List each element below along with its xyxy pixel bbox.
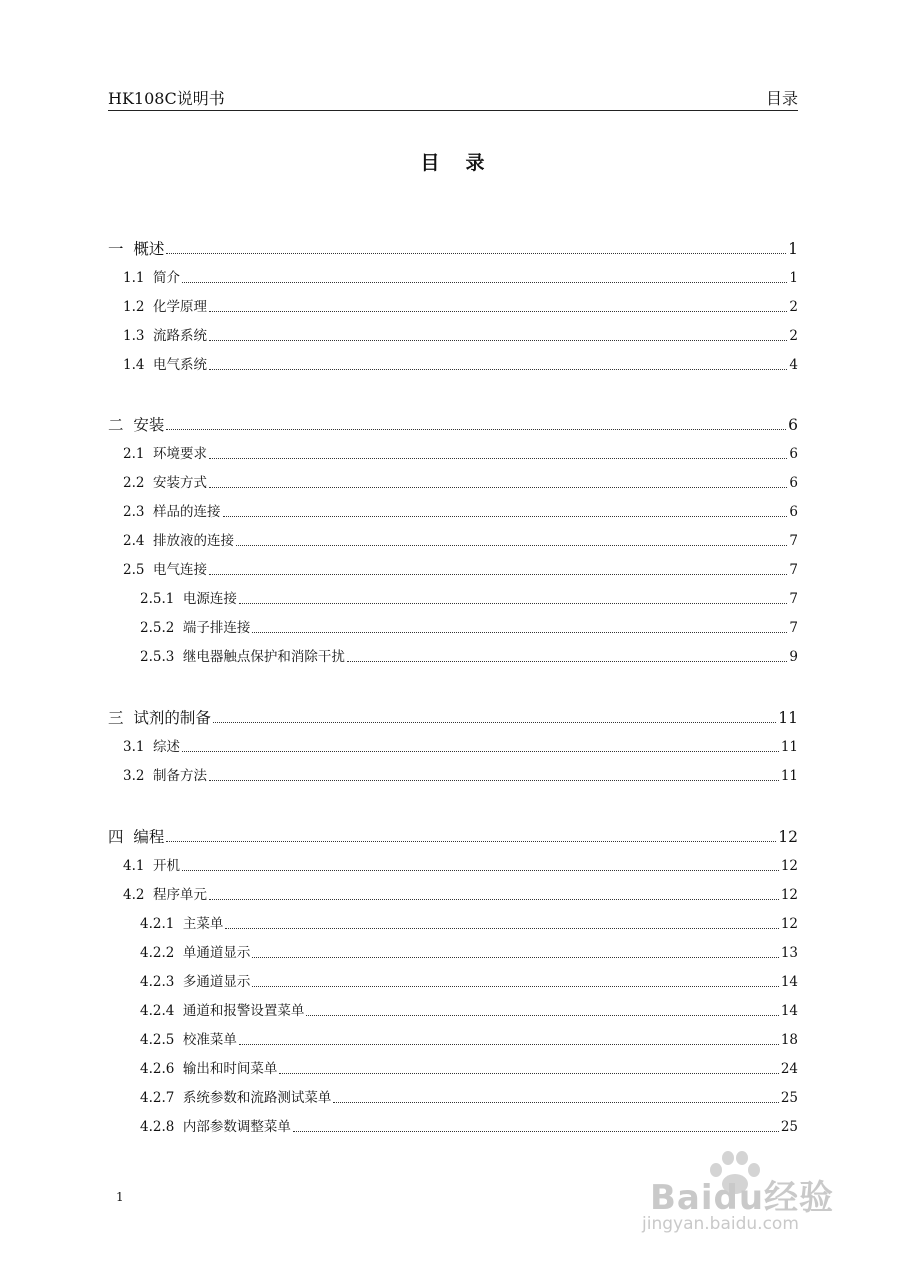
toc-page: 1 xyxy=(789,270,798,286)
toc-leader xyxy=(209,574,787,575)
toc-label: 4.2.7 系统参数和流路测试菜单 xyxy=(140,1090,332,1106)
toc-leader xyxy=(209,311,787,312)
toc-label: 2.2 安装方式 xyxy=(123,475,208,491)
toc-label: 4.2.6 输出和时间菜单 xyxy=(140,1061,278,1077)
toc-leader xyxy=(252,632,787,633)
toc-section[interactable] xyxy=(108,528,798,550)
toc-leader xyxy=(306,1015,778,1016)
toc-label: 4.2.8 内部参数调整菜单 xyxy=(140,1119,291,1135)
toc-label: 4.2.1 主菜单 xyxy=(140,916,224,932)
toc-page: 13 xyxy=(780,945,798,961)
toc-label: 4.2.2 单通道显示 xyxy=(140,945,251,961)
toc-page: 7 xyxy=(789,620,798,636)
baidu-watermark xyxy=(642,1148,862,1248)
toc-leader xyxy=(209,487,787,488)
toc-subsection[interactable] xyxy=(108,1027,798,1049)
toc-leader xyxy=(166,253,786,254)
toc-label: 4.2.5 校准菜单 xyxy=(140,1032,237,1048)
toc-leader xyxy=(182,870,779,871)
toc-page: 7 xyxy=(789,591,798,607)
toc-label: 3.2 制备方法 xyxy=(123,768,208,784)
toc-subsection[interactable] xyxy=(108,998,798,1020)
toc-page: 6 xyxy=(788,416,798,434)
toc-leader xyxy=(209,340,787,341)
toc-label: 2.5 电气连接 xyxy=(123,562,208,578)
toc-chapter[interactable] xyxy=(108,236,798,258)
toc-page: 2 xyxy=(789,299,798,315)
toc-section[interactable] xyxy=(108,853,798,875)
toc-subsection[interactable] xyxy=(108,644,798,666)
toc-subsection[interactable] xyxy=(108,1085,798,1107)
toc-leader xyxy=(209,899,779,900)
toc-label: 1.2 化学原理 xyxy=(123,299,208,315)
toc-chapter[interactable] xyxy=(108,412,798,434)
toc-page: 12 xyxy=(780,887,798,903)
toc-label: 1.4 电气系统 xyxy=(123,357,208,373)
toc-subsection[interactable] xyxy=(108,586,798,608)
toc-section[interactable] xyxy=(108,441,798,463)
toc-label: 四 编程 xyxy=(108,828,165,846)
toc-page: 11 xyxy=(780,768,798,784)
toc-label: 2.5.1 电源连接 xyxy=(140,591,237,607)
toc-label: 二 安装 xyxy=(108,416,165,434)
watermark-logo-text: Baidu经验 xyxy=(650,1178,835,1218)
toc-subsection[interactable] xyxy=(108,1056,798,1078)
toc-page: 2 xyxy=(789,328,798,344)
toc-page: 12 xyxy=(780,858,798,874)
toc-page: 6 xyxy=(789,504,798,520)
toc-subsection[interactable] xyxy=(108,1114,798,1136)
toc-label: 一 概述 xyxy=(108,240,165,258)
page-title: 目录 xyxy=(420,152,511,174)
toc-label: 3.1 综述 xyxy=(123,739,181,755)
toc-page: 12 xyxy=(778,828,798,846)
toc-leader xyxy=(182,282,787,283)
toc-label: 4.2 程序单元 xyxy=(123,887,208,903)
toc-section[interactable] xyxy=(108,352,798,374)
toc-leader xyxy=(347,661,787,662)
toc-label: 4.2.3 多通道显示 xyxy=(140,974,251,990)
toc-label: 2.3 样品的连接 xyxy=(123,504,221,520)
toc-section[interactable] xyxy=(108,882,798,904)
toc-leader xyxy=(239,1044,779,1045)
toc-leader xyxy=(236,545,787,546)
toc-chapter[interactable] xyxy=(108,705,798,727)
toc-label: 4.2.4 通道和报警设置菜单 xyxy=(140,1003,305,1019)
toc-section[interactable] xyxy=(108,323,798,345)
toc-leader xyxy=(209,780,779,781)
toc-label: 2.5.3 继电器触点保护和消除干扰 xyxy=(140,649,345,665)
toc-page: 6 xyxy=(789,475,798,491)
watermark-url: jingyan.baidu.com xyxy=(642,1214,799,1234)
toc-page: 7 xyxy=(789,562,798,578)
toc-section[interactable] xyxy=(108,763,798,785)
toc-section[interactable] xyxy=(108,265,798,287)
toc-subsection[interactable] xyxy=(108,969,798,991)
toc-leader xyxy=(209,458,787,459)
toc-page: 14 xyxy=(780,1003,798,1019)
toc-page: 6 xyxy=(789,446,798,462)
toc-section[interactable] xyxy=(108,557,798,579)
toc-page: 1 xyxy=(788,240,798,258)
toc-label: 2.4 排放液的连接 xyxy=(123,533,235,549)
header-doc-title: HK108C说明书 xyxy=(108,89,225,108)
toc-label: 1.1 简介 xyxy=(123,270,181,286)
toc-leader xyxy=(239,603,787,604)
toc-page: 25 xyxy=(780,1119,798,1135)
toc-label: 2.1 环境要求 xyxy=(123,446,208,462)
toc-page: 25 xyxy=(780,1090,798,1106)
toc-leader xyxy=(252,957,778,958)
toc-leader xyxy=(209,369,787,370)
toc-leader xyxy=(182,751,779,752)
toc-leader xyxy=(223,516,788,517)
toc-page: 24 xyxy=(780,1061,798,1077)
toc-leader xyxy=(166,429,786,430)
toc-leader xyxy=(293,1131,779,1132)
toc-page: 4 xyxy=(789,357,798,373)
toc-page: 12 xyxy=(780,916,798,932)
toc-label: 2.5.2 端子排连接 xyxy=(140,620,251,636)
toc-label: 1.3 流路系统 xyxy=(123,328,208,344)
toc-page: 11 xyxy=(780,739,798,755)
toc-leader xyxy=(213,722,776,723)
toc-page: 7 xyxy=(789,533,798,549)
toc-section[interactable] xyxy=(108,734,798,756)
header-section-title: 目录 xyxy=(765,89,798,108)
page-header xyxy=(108,86,798,111)
toc-page: 14 xyxy=(780,974,798,990)
toc-leader xyxy=(166,841,776,842)
toc-chapter[interactable] xyxy=(108,824,798,846)
toc-section[interactable] xyxy=(108,470,798,492)
toc-subsection[interactable] xyxy=(108,615,798,637)
toc-page: 18 xyxy=(780,1032,798,1048)
toc-subsection[interactable] xyxy=(108,911,798,933)
toc-page: 9 xyxy=(789,649,798,665)
toc-leader xyxy=(225,928,778,929)
toc-subsection[interactable] xyxy=(108,940,798,962)
toc-leader xyxy=(279,1073,778,1074)
toc-section[interactable] xyxy=(108,499,798,521)
toc-label: 4.1 开机 xyxy=(123,858,181,874)
toc-page: 11 xyxy=(778,709,798,727)
toc-label: 三 试剂的制备 xyxy=(108,709,211,727)
toc-section[interactable] xyxy=(108,294,798,316)
toc-leader xyxy=(333,1102,778,1103)
toc-leader xyxy=(252,986,778,987)
page-number: 1 xyxy=(116,1190,124,1204)
